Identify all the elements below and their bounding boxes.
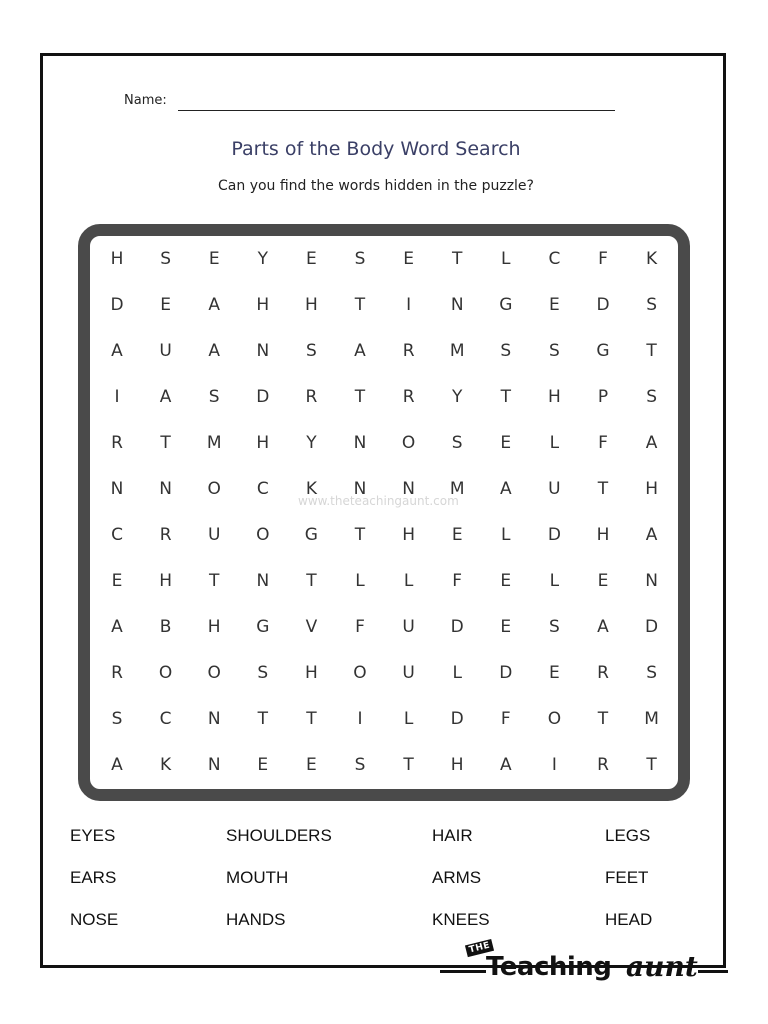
grid-letter: T <box>597 709 609 729</box>
grid-letter: R <box>305 387 318 407</box>
grid-letter: H <box>596 525 610 545</box>
grid-letter: H <box>645 479 658 499</box>
grid-letter: A <box>499 755 512 775</box>
grid-letter: G <box>256 617 270 637</box>
watermark-text: www.theteachingaunt.com <box>298 494 459 508</box>
word-bank-item: LEGS <box>605 826 651 845</box>
grid-letter: D <box>450 617 464 637</box>
grid-letter: S <box>549 341 560 361</box>
grid-letter: E <box>500 617 512 637</box>
grid-letter: C <box>548 249 561 269</box>
grid-letter: D <box>645 617 659 637</box>
grid-letter: N <box>110 479 124 499</box>
grid-letter: F <box>355 617 365 637</box>
grid-letter: S <box>500 341 512 361</box>
grid-letter: R <box>159 525 172 545</box>
word-bank-item: SHOULDERS <box>226 826 332 845</box>
grid-letter: E <box>111 571 123 591</box>
grid-letter: D <box>547 525 561 545</box>
grid-letter: H <box>305 295 318 315</box>
grid-letter: A <box>354 341 366 361</box>
grid-letter: N <box>645 571 658 591</box>
grid-letter: D <box>499 663 513 683</box>
grid-letter: T <box>354 295 366 315</box>
grid-letter: F <box>598 433 608 453</box>
grid-letter: S <box>257 663 269 683</box>
grid-letter: A <box>111 341 123 361</box>
grid-letter: O <box>207 479 221 499</box>
word-bank-item: HEAD <box>605 910 653 929</box>
grid-letter: T <box>500 387 511 407</box>
grid-letter: N <box>450 295 464 315</box>
grid-letter: T <box>209 571 220 591</box>
grid-letter: H <box>207 617 221 637</box>
grid-letter: E <box>500 571 512 591</box>
grid-letter: K <box>646 249 658 269</box>
grid-letter: F <box>452 571 463 591</box>
logo-the-badge: THE <box>465 939 494 957</box>
grid-letter: H <box>402 525 415 545</box>
logo-aunt-text: aunt <box>626 950 698 983</box>
grid-letter: N <box>159 479 172 499</box>
grid-letter: H <box>256 433 270 453</box>
grid-letter: U <box>402 663 415 683</box>
word-bank-item: FEET <box>605 868 649 887</box>
word-bank-item: MOUTH <box>226 868 289 887</box>
grid-letter: H <box>305 663 318 683</box>
grid-letter: E <box>208 249 220 269</box>
logo-teaching-text: Teaching <box>486 952 612 982</box>
grid-letter: S <box>451 433 463 453</box>
grid-letter: G <box>596 341 610 361</box>
grid-letter: T <box>354 525 366 545</box>
logo-rule-right <box>698 970 728 973</box>
grid-letter: O <box>401 433 416 453</box>
grid-letter: A <box>111 755 123 775</box>
grid-letter: E <box>403 249 414 269</box>
grid-letter: S <box>208 387 220 407</box>
grid-letter: M <box>449 341 465 361</box>
grid-letter: Y <box>452 387 463 407</box>
grid-letter: H <box>159 571 172 591</box>
grid-letter: H <box>110 249 124 269</box>
grid-letter: T <box>257 709 268 729</box>
grid-letter: S <box>111 709 123 729</box>
grid-letter: E <box>306 249 317 269</box>
grid-letter: H <box>256 295 270 315</box>
grid-letter: N <box>256 341 270 361</box>
word-bank-item: HAIR <box>432 826 473 845</box>
grid-letter: A <box>159 387 172 407</box>
grid-letter: S <box>646 663 657 683</box>
word-search-grid <box>78 224 690 801</box>
grid-letter: D <box>256 387 270 407</box>
name-label: Name: <box>124 93 167 108</box>
grid-letter: F <box>500 709 511 729</box>
grid-letter: I <box>357 709 363 729</box>
grid-letter: D <box>596 295 610 315</box>
grid-letter: K <box>160 755 172 775</box>
word-bank-item: EYES <box>70 826 116 845</box>
grid-letter: T <box>452 249 463 269</box>
grid-letter: O <box>256 525 270 545</box>
grid-letter: H <box>450 755 464 775</box>
grid-letter: A <box>645 525 658 545</box>
grid-letter: L <box>403 709 414 729</box>
grid-letter: V <box>305 617 318 637</box>
grid-letter: N <box>402 479 415 499</box>
grid-letter: O <box>547 709 562 729</box>
grid-letter: L <box>452 663 462 683</box>
grid-letter: I <box>114 387 120 407</box>
grid-letter: R <box>111 433 123 453</box>
grid-letter: S <box>646 387 657 407</box>
grid-letter: R <box>402 341 415 361</box>
grid-letter: T <box>403 755 414 775</box>
grid-letter: S <box>306 341 317 361</box>
grid-letter: N <box>353 479 367 499</box>
grid-letter: S <box>354 249 366 269</box>
grid-letter: E <box>451 525 463 545</box>
grid-letter: T <box>597 479 609 499</box>
page-subtitle: Can you find the words hidden in the puzzle? <box>218 178 534 194</box>
grid-letter: R <box>597 663 609 683</box>
grid-letter: T <box>160 433 171 453</box>
grid-letter: T <box>646 341 657 361</box>
grid-letter: A <box>111 617 123 637</box>
grid-letter: Y <box>306 433 317 453</box>
grid-letter: N <box>207 755 221 775</box>
word-bank-item: EARS <box>70 868 117 887</box>
grid-letter: L <box>403 571 414 591</box>
grid-letter: A <box>597 617 609 637</box>
grid-letter: N <box>353 433 367 453</box>
grid-letter: B <box>159 617 172 637</box>
word-bank-item: HANDS <box>226 910 286 929</box>
word-bank-item: ARMS <box>432 868 482 887</box>
grid-letter: A <box>208 295 221 315</box>
grid-letter: T <box>354 387 366 407</box>
teaching-aunt-logo <box>440 940 730 990</box>
page-title: Parts of the Body Word Search <box>231 138 521 160</box>
grid-letter: L <box>501 249 511 269</box>
grid-letter: R <box>111 663 123 683</box>
letter-grid <box>90 236 678 789</box>
grid-letter: N <box>207 709 221 729</box>
grid-letter: G <box>304 525 318 545</box>
grid-letter: O <box>207 663 221 683</box>
grid-letter: D <box>450 709 464 729</box>
grid-letter: S <box>160 249 171 269</box>
grid-letter: F <box>598 249 608 269</box>
grid-letter: U <box>207 525 221 545</box>
grid-letter: P <box>597 387 609 407</box>
grid-letter: L <box>501 525 511 545</box>
grid-letter: K <box>305 479 317 499</box>
word-bank-item: KNEES <box>432 910 490 929</box>
word-bank-item: NOSE <box>70 910 119 929</box>
grid-letter: I <box>406 295 412 315</box>
grid-letter: N <box>256 571 270 591</box>
grid-letter: E <box>160 295 171 315</box>
grid-letter: U <box>402 617 415 637</box>
grid-letter: I <box>551 755 557 775</box>
grid-letter: U <box>548 479 561 499</box>
grid-letter: L <box>549 571 560 591</box>
grid-letter: L <box>355 571 365 591</box>
logo-rule-left <box>440 970 486 973</box>
grid-letter: Y <box>257 249 268 269</box>
grid-letter: E <box>549 295 560 315</box>
grid-letter: M <box>449 479 465 499</box>
grid-letter: E <box>257 755 269 775</box>
grid-letter: E <box>549 663 560 683</box>
grid-letter: C <box>159 709 172 729</box>
grid-letter: S <box>646 295 657 315</box>
grid-letter: T <box>306 571 317 591</box>
grid-letter: C <box>111 525 123 545</box>
grid-letter: M <box>644 709 659 729</box>
grid-letter: R <box>402 387 415 407</box>
grid-letter: T <box>646 755 657 775</box>
grid-letter: M <box>206 433 222 453</box>
grid-letter: E <box>597 571 609 591</box>
grid-letter: A <box>645 433 658 453</box>
grid-letter: G <box>499 295 513 315</box>
grid-letter: E <box>306 755 317 775</box>
grid-letter: H <box>548 387 561 407</box>
grid-letter: C <box>256 479 269 499</box>
grid-letter: S <box>549 617 560 637</box>
grid-letter: S <box>354 755 366 775</box>
grid-letter: R <box>597 755 609 775</box>
grid-letter: L <box>549 433 560 453</box>
name-write-line <box>178 110 615 111</box>
grid-letter: A <box>208 341 221 361</box>
grid-letter: O <box>353 663 367 683</box>
grid-letter: D <box>110 295 124 315</box>
grid-letter: A <box>499 479 512 499</box>
grid-letter: O <box>158 663 173 683</box>
grid-letter: E <box>500 433 512 453</box>
grid-letter: T <box>306 709 317 729</box>
grid-letter: U <box>159 341 172 361</box>
